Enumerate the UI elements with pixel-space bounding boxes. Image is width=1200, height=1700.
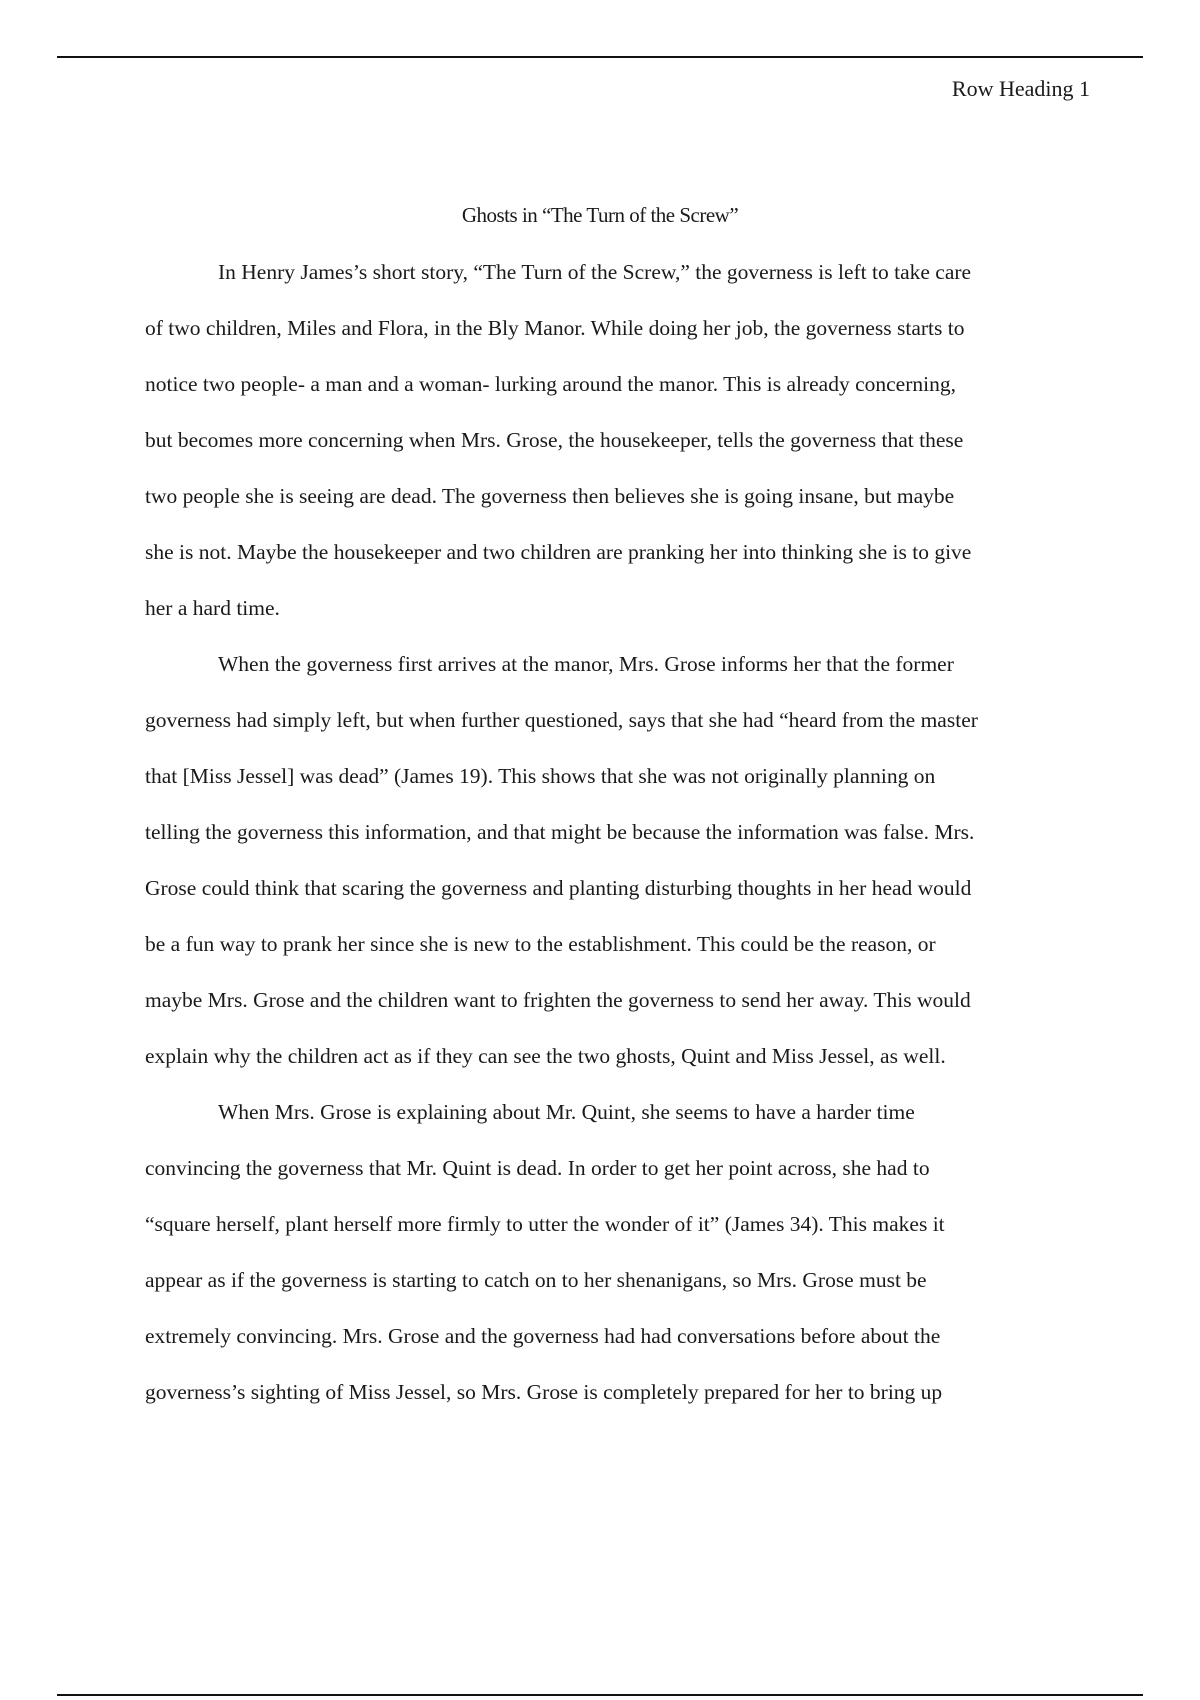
paragraph-1-line-5: two people she is seeing are dead. The governess then believes she is going insane, but maybe	[145, 484, 955, 508]
paragraph-1-line-7: her a hard time.	[145, 596, 280, 620]
paragraph-3-line-3: “square herself, plant herself more firmly to utter the wonder of it” (James 34). This makes it	[145, 1212, 945, 1236]
essay-body	[145, 257, 1095, 1433]
paragraph-3-line-4: appear as if the governess is starting to catch on to her shenanigans, so Mrs. Grose must be	[145, 1268, 927, 1292]
paragraph-2-line-2: governess had simply left, but when further questioned, says that she had “heard from the master	[145, 708, 978, 732]
paragraph-2-line-1: When the governess first arrives at the manor, Mrs. Grose informs her that the former	[218, 652, 954, 676]
footer-rule	[57, 1694, 1143, 1696]
paragraph-1-line-1: In Henry James’s short story, “The Turn of the Screw,” the governess is left to take care	[218, 260, 972, 284]
paragraph-3-line-5: extremely convincing. Mrs. Grose and the governess had had conversations before about the	[145, 1324, 941, 1348]
paragraph-3-line-1: When Mrs. Grose is explaining about Mr. Quint, she seems to have a harder time	[218, 1100, 915, 1124]
paragraph-2-line-5: Grose could think that scaring the governess and planting disturbing thoughts in her head would	[145, 876, 972, 900]
paragraph-1-line-4: but becomes more concerning when Mrs. Grose, the housekeeper, tells the governess that these	[145, 428, 964, 452]
running-head: Row Heading 1	[951, 76, 1090, 101]
header-rule	[57, 56, 1143, 58]
paragraph-1-line-6: she is not. Maybe the housekeeper and two children are pranking her into thinking she is to give	[145, 540, 972, 564]
paragraph-3-line-2: convincing the governess that Mr. Quint is dead. In order to get her point across, she had to	[145, 1156, 930, 1180]
essay-title: Ghosts in “The Turn of the Screw”	[461, 203, 739, 227]
paragraph-2-line-3: that [Miss Jessel] was dead” (James 19). This shows that she was not originally planning on	[145, 764, 936, 788]
paragraph-2-line-6: be a fun way to prank her since she is new to the establishment. This could be the reason, or	[145, 932, 936, 956]
paragraph-3-line-6: governess’s sighting of Miss Jessel, so Mrs. Grose is completely prepared for her to bring up	[145, 1380, 943, 1404]
paragraph-2-line-4: telling the governess this information, and that might be because the information was false. Mrs.	[145, 820, 975, 844]
paragraph-1-line-3: notice two people- a man and a woman- lurking around the manor. This is already concerning,	[145, 372, 956, 396]
paragraph-2-line-8: explain why the children act as if they can see the two ghosts, Quint and Miss Jessel, as well.	[145, 1044, 946, 1068]
paragraph-1-line-2: of two children, Miles and Flora, in the Bly Manor. While doing her job, the governess starts to	[145, 316, 965, 340]
paragraph-2-line-7: maybe Mrs. Grose and the children want to frighten the governess to send her away. This would	[145, 988, 971, 1012]
